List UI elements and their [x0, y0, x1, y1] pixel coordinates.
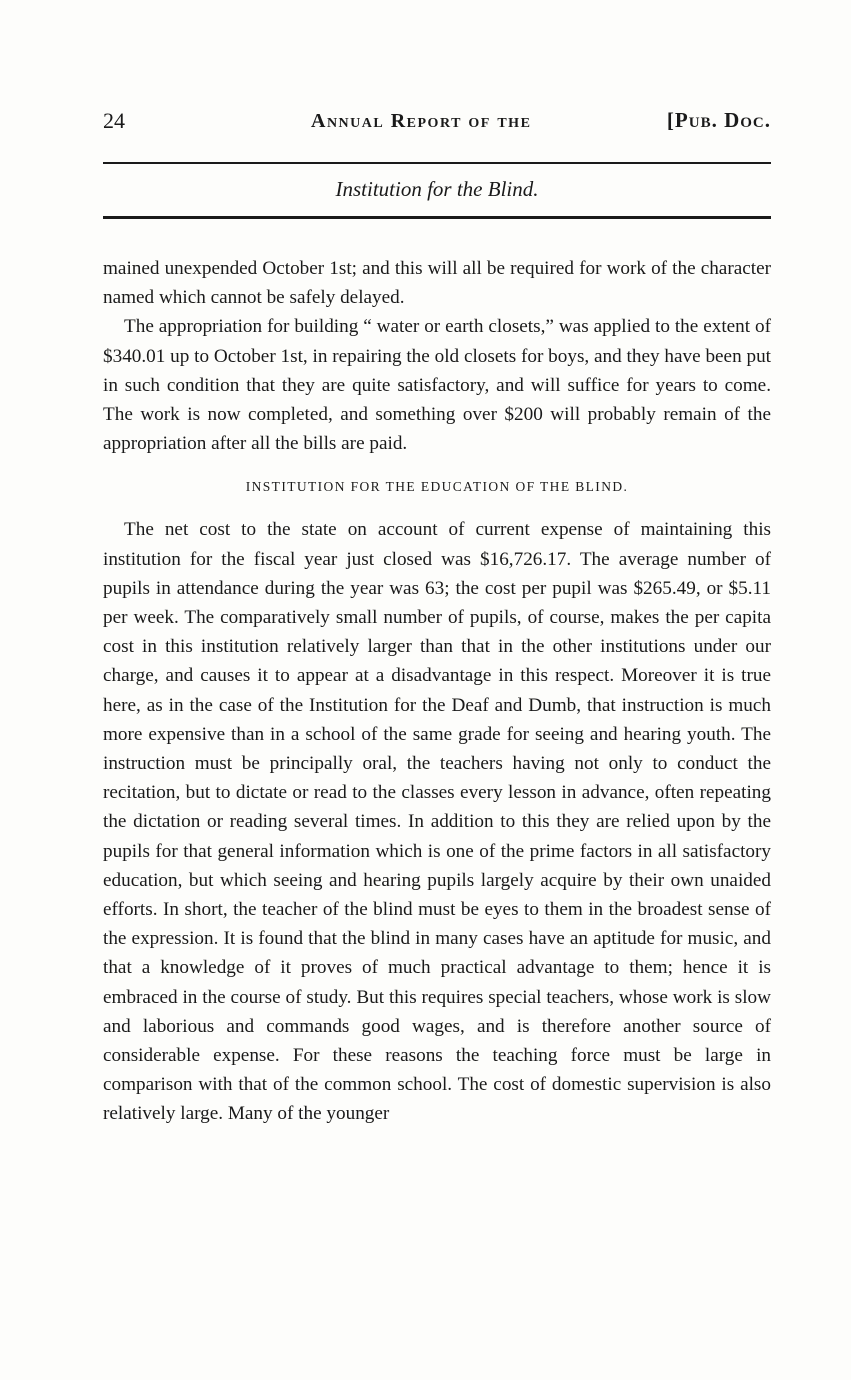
running-head-title: Annual Report of the: [311, 110, 532, 132]
paragraph-blind-institution: The net cost to the state on account of current expense of maintaining this institution for the fiscal year just closed was $16,726.17. The average number of pupils in attendance during the year was 63; the cost per pupil was $265.49, or $5.11 per week. The comparatively small number of pupils, of course, makes the per capita cost in this institution relatively larger than that in the other institutions under our charge, and causes it to appear at a disadvantage in this respect. Moreover it is true here, as in the case of the Institution for the Deaf and Dumb, that instruction is much more expensive than in a school of the same grade for seeing and hearing youth. The instruction must be principally oral, the teachers having not only to conduct the recitation, but to dictate or read to the classes every lesson in advance, often repeating the dictation or reading several times. In addition to this they are relied upon by the pupils for that general information which is one of the prime factors in all satisfactory education, but which seeing and hearing pupils largely acquire by their own unaided efforts. In short, the teacher of the blind must be eyes to them in the broadest sense of the expression. It is found that the blind in many cases have an aptitude for music, and that a knowledge of it proves of much practical advantage to them; hence it is embraced in the course of study. But this requires special teachers, whose work is slow and laborious and commands good wages, and is therefore another source of considerable expense. For these reasons the teaching force must be large in comparison with that of the common school. The cost of domestic supervision is also relatively large. Many of the younger: [103, 519, 771, 1125]
running-head: [103, 108, 771, 138]
section-subhead: Institution for the Blind.: [335, 177, 539, 201]
page-number: 24: [103, 108, 125, 133]
header-bottom-rule: [103, 216, 771, 219]
paragraph-closets: The appropriation for building “ water or earth closets,” was applied to the extent of $340.01 up to October 1st, in repairing the old closets for boys, and they have been put in such condition that they are quite satisfactory, and will suffice for years to come. The work is now completed, and something over $200 will probably remain of the appropriation after all the bills are paid.: [103, 316, 771, 455]
paragraph-continued: mained unexpended October 1st; and this will all be required for work of the character named which cannot be safely delayed.: [103, 258, 771, 309]
body-text: [103, 254, 771, 1129]
section-heading: INSTITUTION FOR THE EDUCATION OF THE BLIND.: [245, 479, 629, 495]
running-head-doc-label: [Pub. Doc.: [666, 108, 771, 132]
header-top-rule: [103, 162, 771, 164]
